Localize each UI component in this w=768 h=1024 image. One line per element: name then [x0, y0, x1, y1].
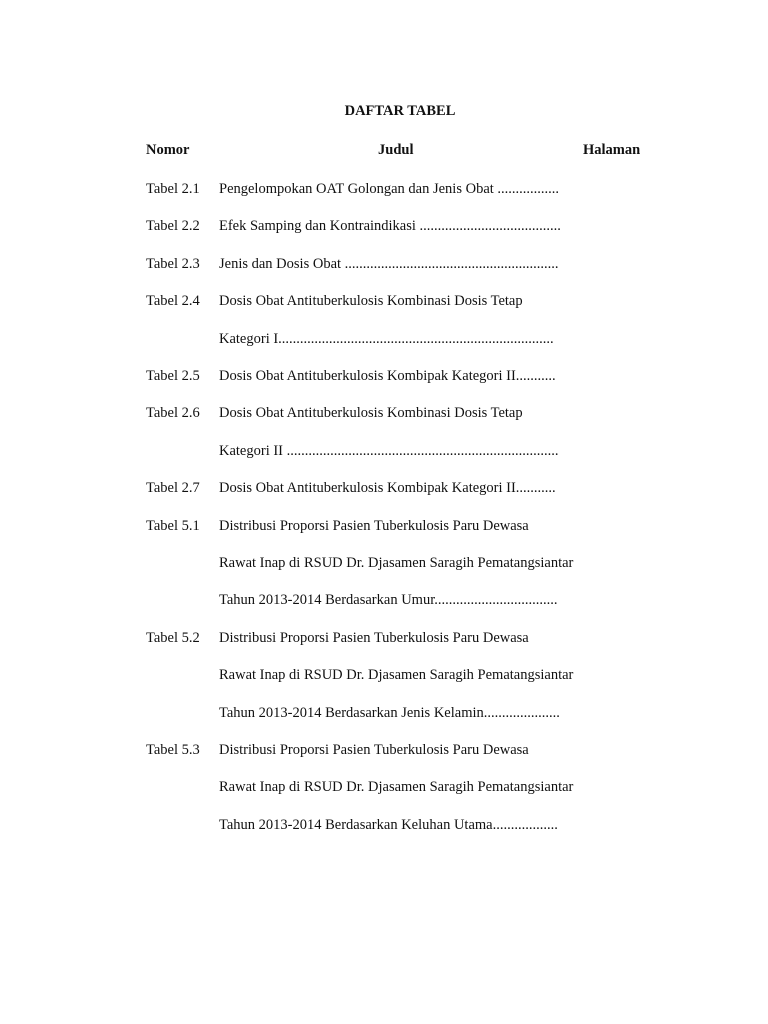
table-entry-title-line: Dosis Obat Antituberkulosis Kombipak Kategori II...........	[219, 480, 556, 497]
table-entry-number: Tabel 2.2	[146, 218, 200, 235]
table-entry-number: Tabel 2.6	[146, 405, 200, 422]
header-judul: Judul	[378, 142, 414, 158]
page-title: DAFTAR TABEL	[344, 103, 456, 119]
table-entry-title-line: Rawat Inap di RSUD Dr. Djasamen Saragih Pematangsiantar	[219, 555, 574, 571]
table-entry-number: Tabel 2.1	[146, 181, 200, 197]
table-entry-number: Tabel 5.2	[146, 629, 200, 646]
table-entry-number: Tabel 2.4	[146, 293, 200, 310]
table-entry-title-line: Distribusi Proporsi Pasien Tuberkulosis Paru Dewasa	[219, 742, 529, 758]
table-entry-title-line: Kategori II ...........................................................................	[219, 442, 559, 459]
header-halaman: Halaman	[583, 142, 641, 158]
table-entry-title-line: Distribusi Proporsi Pasien Tuberkulosis Paru Dewasa	[219, 629, 529, 646]
table-entry-number: Tabel 5.3	[146, 742, 200, 758]
table-entry-title-line: Tahun 2013-2014 Berdasarkan Keluhan Utama..................	[219, 816, 558, 833]
table-entry-title-line: Efek Samping dan Kontraindikasi .......................................	[219, 218, 561, 235]
table-entry-title-line: Tahun 2013-2014 Berdasarkan Jenis Kelamin.....................	[219, 704, 560, 721]
table-entry-number: Tabel 5.1	[146, 517, 200, 534]
table-entry-number: Tabel 2.7	[146, 480, 200, 497]
table-entry-title-line: Dosis Obat Antituberkulosis Kombinasi Dosis Tetap	[219, 293, 523, 310]
table-entry-title-line: Kategori I............................................................................	[219, 330, 554, 347]
table-entry-title-line: Distribusi Proporsi Pasien Tuberkulosis Paru Dewasa	[219, 517, 529, 534]
table-entry-number: Tabel 2.3	[146, 255, 200, 272]
table-entry-title-line: Rawat Inap di RSUD Dr. Djasamen Saragih Pematangsiantar	[219, 779, 574, 796]
table-entry-title-line: Tahun 2013-2014 Berdasarkan Umur..................................	[219, 592, 558, 609]
table-entry-number: Tabel 2.5	[146, 368, 200, 384]
header-nomor: Nomor	[146, 142, 190, 158]
table-entry-title-line: Dosis Obat Antituberkulosis Kombipak Kategori II...........	[219, 368, 556, 384]
table-entry-title-line: Rawat Inap di RSUD Dr. Djasamen Saragih Pematangsiantar	[219, 667, 574, 684]
table-entry-title-line: Jenis dan Dosis Obat ...........................................................	[219, 255, 559, 272]
table-entry-title-line: Dosis Obat Antituberkulosis Kombinasi Dosis Tetap	[219, 405, 523, 422]
table-entry-title-line: Pengelompokan OAT Golongan dan Jenis Obat .................	[219, 181, 560, 197]
